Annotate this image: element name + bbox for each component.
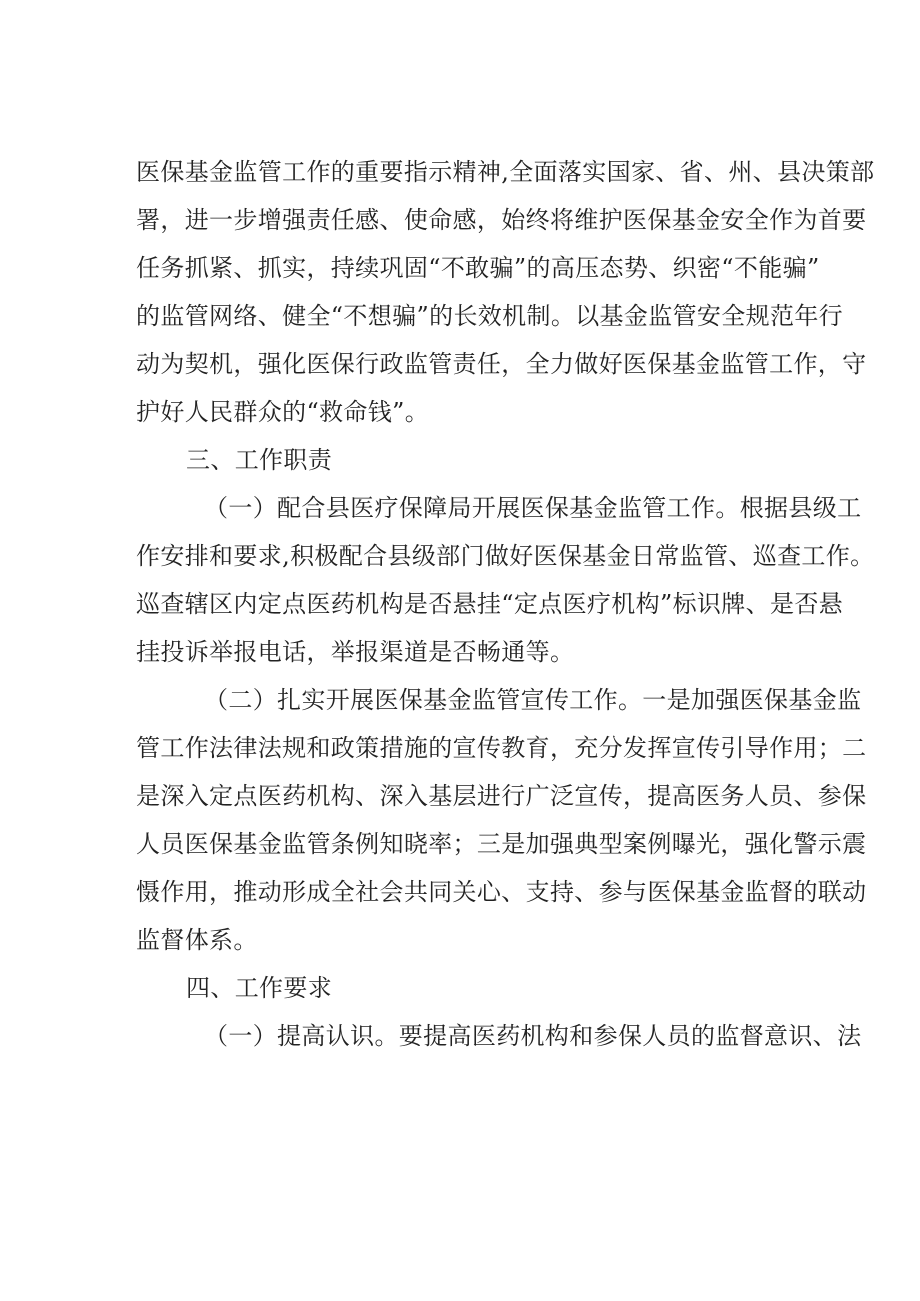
paragraph-first-line: （一）提高认识。要提高医药机构和参保人员的监督意识、法 bbox=[204, 1022, 862, 1050]
text-line: 作安排和要求,积极配合县级部门做好医保基金日常监管、巡查工作。 bbox=[136, 542, 875, 570]
paragraph-first-line: （二）扎实开展医保基金监管宣传工作。一是加强医保基金监 bbox=[204, 686, 862, 714]
section-heading: 三、工作职责 bbox=[186, 446, 333, 474]
text-line: 署，进一步增强责任感、使命感，始终将维护医保基金安全作为首要 bbox=[136, 206, 867, 234]
text-line: 慑作用，推动形成全社会共同关心、支持、参与医保基金监督的联动 bbox=[136, 878, 867, 906]
text-line: 人员医保基金监管条例知晓率；三是加强典型案例曝光，强化警示震 bbox=[136, 830, 867, 858]
text-line: 监督体系。 bbox=[136, 926, 258, 954]
text-line: 动为契机，强化医保行政监管责任，全力做好医保基金监管工作，守 bbox=[136, 350, 867, 378]
text-line: 是深入定点医药机构、深入基层进行广泛宣传，提高医务人员、参保 bbox=[136, 782, 867, 810]
text-line: 管工作法律法规和政策措施的宣传教育，充分发挥宣传引导作用；二 bbox=[136, 734, 867, 762]
text-line: 任务抓紧、抓实，持续巩固“不敢骗”的高压态势、织密“不能骗” bbox=[136, 254, 820, 282]
section-heading: 四、工作要求 bbox=[186, 974, 333, 1002]
paragraph-first-line: （一）配合县医疗保障局开展医保基金监管工作。根据县级工 bbox=[204, 494, 862, 522]
text-line: 医保基金监管工作的重要指示精神,全面落实国家、省、州、县决策部 bbox=[136, 158, 875, 186]
text-line: 的监管网络、健全“不想骗”的长效机制。以基金监管安全规范年行 bbox=[136, 302, 844, 330]
text-line: 巡查辖区内定点医药机构是否悬挂“定点医疗机构”标识牌、是否悬 bbox=[136, 590, 844, 618]
text-line: 护好人民群众的“救命钱”。 bbox=[136, 398, 430, 426]
text-line: 挂投诉举报电话，举报渠道是否畅通等。 bbox=[136, 638, 575, 666]
